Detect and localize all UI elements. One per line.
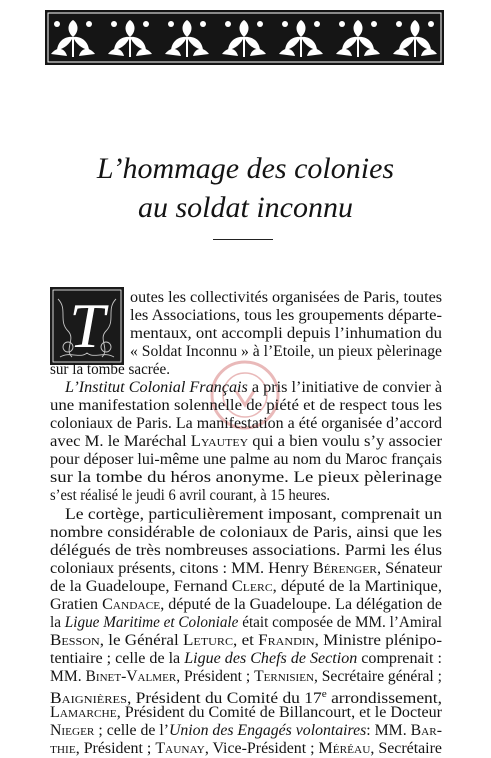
text-segment: la [50, 614, 65, 631]
text-line [50, 596, 442, 614]
text-line [130, 307, 442, 325]
title-line-1: L’hommage des colonies [96, 152, 395, 185]
text-line [50, 415, 442, 433]
text-segment: Ternisien [254, 668, 314, 685]
text-segment: les Associations, tous les groupements départe- [130, 307, 442, 324]
ornate-dropcap [50, 287, 124, 365]
text-segment: , député de la Guadeloupe. La délégation de [160, 596, 443, 613]
text-segment: ; celle de l’ [94, 722, 169, 739]
text-segment: Ligue Maritime et Coloniale [64, 614, 239, 631]
text-segment: , Ministre plénipo- [314, 632, 443, 649]
text-line [50, 650, 442, 668]
text-segment: , député de la Martinique, [272, 578, 442, 595]
text-line [130, 325, 442, 343]
text-segment: mentaux, ont accompli depuis l’inhumation du [130, 325, 442, 342]
text-segment: , et [233, 632, 259, 649]
text-segment: , Sénateur [376, 560, 443, 577]
title-divider [213, 239, 273, 240]
text-segment: arrondissement, [326, 690, 442, 708]
text-segment: de la Guadeloupe, Fernand [50, 578, 232, 595]
text-segment: Nieger [50, 722, 95, 739]
text-line [50, 614, 442, 632]
text-segment: s’est réalisé le jeudi 6 avril courant, à 15 heures. [50, 487, 331, 504]
text-segment: , Président ; [75, 740, 156, 757]
text-segment: Bar- [410, 722, 442, 739]
text-segment: Clerc [231, 578, 273, 595]
text-line [50, 433, 442, 451]
text-segment: avec M. le Maréchal [50, 433, 191, 450]
text-line [50, 451, 442, 469]
text-segment: coloniaux de Paris. La manifestation a été organisée d’accord [50, 415, 442, 432]
text-segment: coloniaux présents, citons : MM. Henry [50, 560, 313, 577]
text-segment: Frandin [258, 632, 315, 649]
text-segment: , Président du Comité de Billancourt, et le Docteur [116, 704, 443, 721]
text-line [50, 632, 442, 650]
text-segment: Gratien [50, 596, 103, 613]
text-segment: Ligue des Chefs de Section [184, 650, 358, 667]
text-segment: Binet-Valmer [85, 668, 177, 685]
text-line [50, 578, 442, 596]
text-segment: MM. [50, 668, 86, 685]
text-segment: Lyautey [190, 433, 249, 450]
text-segment: : MM. [366, 722, 411, 739]
text-segment: pour déposer lui-même une palme au nom du Maroc français [50, 451, 442, 468]
text-segment: , Président ; [176, 668, 255, 685]
text-segment: « Soldat Inconnu » à l’Etoile, un pieux pèlerinage [130, 343, 442, 360]
text-segment: L’Institut Colonial Français [65, 379, 248, 396]
text-line [50, 722, 442, 740]
text-line [50, 469, 442, 487]
text-line [50, 397, 442, 415]
text-segment: outes les collectivités organisées de Paris, toutes [130, 289, 443, 306]
text-segment: Méréau [318, 740, 371, 757]
text-line [50, 524, 442, 542]
text-segment: nombre considérable de coloniaux de Paris, ainsi que les [50, 524, 442, 541]
text-segment: sur la tombe sacrée. [50, 361, 171, 378]
text-segment: délégués de très nombreuses associations. Parmi les élus [50, 542, 442, 559]
text-segment: , Président du Comité du 17 [126, 690, 322, 708]
text-segment: Leturc [182, 632, 234, 649]
text-line [130, 343, 442, 361]
text-segment: Union des Engagés volontaires [168, 722, 367, 739]
text-segment: comprenait : [357, 650, 443, 667]
text-segment: Besson [50, 632, 100, 649]
title-line-2: au soldat inconnu [138, 191, 353, 224]
text-line [50, 542, 442, 560]
text-line [65, 506, 442, 524]
text-segment: Baignières [50, 690, 127, 708]
text-segment: thie [50, 740, 76, 757]
text-segment: e [321, 689, 327, 700]
text-line [50, 361, 170, 379]
ornamental-header-banner [45, 10, 444, 65]
text-segment: , Secrétaire [370, 740, 442, 757]
text-segment: une manifestation solennelle de piété et de respect tous les [50, 397, 442, 414]
text-line [50, 668, 442, 686]
text-segment: , Secrétaire général ; [313, 668, 442, 685]
text-line [65, 379, 442, 397]
text-segment: sur la tombe du héros anonyme. Le pieux pèlerinage [50, 469, 443, 486]
text-segment: , le Général [99, 632, 183, 649]
text-segment: Taunay [155, 740, 205, 757]
text-segment: , Vice-Président ; [204, 740, 319, 757]
text-segment: était composée de MM. l’Amiral [238, 614, 442, 631]
text-line [50, 704, 442, 722]
text-line [50, 560, 442, 578]
text-segment: Candace [102, 596, 161, 613]
text-segment: tentiaire ; celle de la [50, 650, 185, 667]
text-line [50, 487, 330, 505]
text-segment: Le cortège, particulièrement imposant, comprenait un [65, 506, 442, 523]
text-segment: Bérenger [312, 560, 377, 577]
dropcap-letter: T [69, 290, 105, 361]
text-segment: Lamarche [50, 704, 117, 721]
text-line [50, 740, 442, 758]
text-segment: a pris l’initiative de convier à [247, 379, 443, 396]
text-segment: qui a bien voulu s’y associer [248, 433, 442, 450]
text-line [130, 289, 442, 307]
